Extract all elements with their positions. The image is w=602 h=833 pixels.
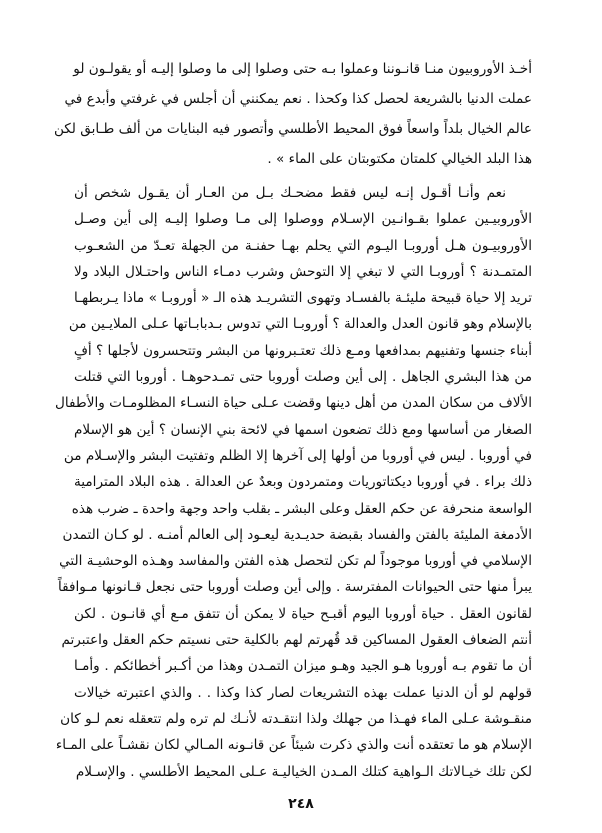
text-line: الصغار من أساسها ومع ذلك تضعون اسمها في لائحة بني الإنسان ؟ أين هو الإسلام: [74, 421, 532, 438]
text-line: الأوروبيـين عملوا بقـوانـين الإسـلام ووصلوا إلى مـا وصلوا إليـه إلى أين وصـل: [74, 211, 532, 228]
paragraph-1: [53, 54, 532, 174]
text-line: أنتم الضعاف العقول المساكين قد قُهرتم لهم بالكلية حتى نسيتم حكم العقل واعتبرتم: [61, 632, 532, 649]
text-line: لكن تلك خيـالاتك الـواهية كتلك المـدن الخياليـة عـلى المحيط الأطلسي . والإسـلام: [75, 763, 532, 780]
paragraph-2: [54, 180, 532, 785]
text-line: أن ما تقوم بـه أوروبا هـو الجيد وهـو ميزان التمـدن وهذا من أكـبر أخطائكم . وأمـا: [74, 658, 532, 675]
text-line: نعم وأنـا أقـول إنـه ليس فقط مضحـك بـل من العـار أن يقـول شخص أن: [74, 185, 506, 201]
text-line: هذا البلد الخيالي كلمتان مكتوبتان على الماء » .: [267, 151, 532, 167]
document-page: [53, 54, 532, 785]
page-number: ٢٤٨: [288, 796, 314, 812]
text-line: منقـوشة عـلى الماء فهـذا من جهلك ولذا انتقـدته لأنـك لم تره ولم تتعقله نعم لـو كان: [60, 710, 532, 727]
text-line: الألاف من سكان المدن من أهل دينها وقضت عـلى حياة النسـاء المظلومـات والأطفال: [54, 395, 532, 412]
text-line: يبرأ منها حتى الحيوانات المفترسة . وإلى أين وصلت أوروبا حتى نجعل قـانونها مـوافقاً: [57, 579, 532, 596]
text-line: عملت الدنيا بالشريعة لحصل كذا وكحذا . نعم يمكنني أن أجلس في غرفتي وأبدع في: [64, 91, 532, 107]
text-line: أخـذ الأوروبيون منـا قانـوننا وعملوا بـه حتى وصلوا إلى ما وصلوا إليـه أو يقولـون لو: [73, 61, 532, 77]
text-line: في أوروبا . ليس في أوروبا من أولها إلى آخرها إلا الظلم وتفتيت البشر والإسـلام من: [63, 447, 532, 464]
text-line: الإسلام هو ما تعتقده أنت والذي ذكرت شيئاً عن قانـونه المـالي لكان نقشـاً على المـاء: [55, 737, 532, 754]
text-line: لقانون العقل . حياة أوروبا اليوم أقبـح حياة لا يمكن أن تتفق مـع أي قانـون . لكن: [74, 605, 532, 622]
text-line: الأوروبيـون هـل أوروبـا اليـوم التي يحلم بهـا حفنـة من الجهلة تعـدّ من الشعـوب: [74, 237, 532, 254]
text-line: بالإسلام وهو قانون العدل والعدالة ؟ أوروبـا التي تدوس بـدبابـاتها عـلى الملايـين من: [68, 316, 532, 333]
text-line: أبناء جنسها وتفنيهم بمدافعها ومـع ذلك تعتـبرونها من البشر وتتحسرون لأجلها ؟ أفٍ: [73, 342, 532, 359]
text-line: قولهم لو أن الدنيا عملت بهذه التشريعات لصار كذا وكذا . . والذي اعتبرته خيالات: [74, 684, 532, 701]
text-line: الواسعة منحرفة عن حكم العقل وعلى البشر ـ بقلب واحد وجهة واحدة ـ ضرب هذه: [71, 500, 532, 517]
text-line: ذلك براء . في أوروبا ديكتاتوريات ومتمردون وبعدٌ عن العدالة . هذه البلاد المترامية: [74, 474, 532, 491]
text-line: تريد إلا حياة قبيحة مليئـة بالفسـاد وتهوى التشريـد هذه الـ « أوروبـا » ماذا يـربطهـا: [74, 290, 532, 307]
text-line: من هذا البشري الجاهل . إلى أين وصلت أوروبا حتى تمـدحوهـا . أوروبا التي قتلت: [74, 369, 532, 386]
text-line: الأدمغة المليئة بالفتن والفساد بقبضة حديـدية ليعـود إلى العالم أمنـه . لو كـان التمدن: [62, 526, 532, 543]
text-line: المتمـدنة ؟ أوروبـا التي لا تبغي إلا التوحش وشرب دمـاء الناس واحتـلال البلاد ولا: [74, 263, 532, 280]
text-line: الإسلامي في أوروبا موجوداً لم تكن لتحصل هذه الفتن والمفاسد وهـذه الوحشيـة التي: [59, 553, 532, 570]
text-line: عالم الخيال بلداً واسعاً فوق المحيط الأطلسي وأتصور فيه البنايات من ألف طـابق لكن: [53, 121, 532, 137]
